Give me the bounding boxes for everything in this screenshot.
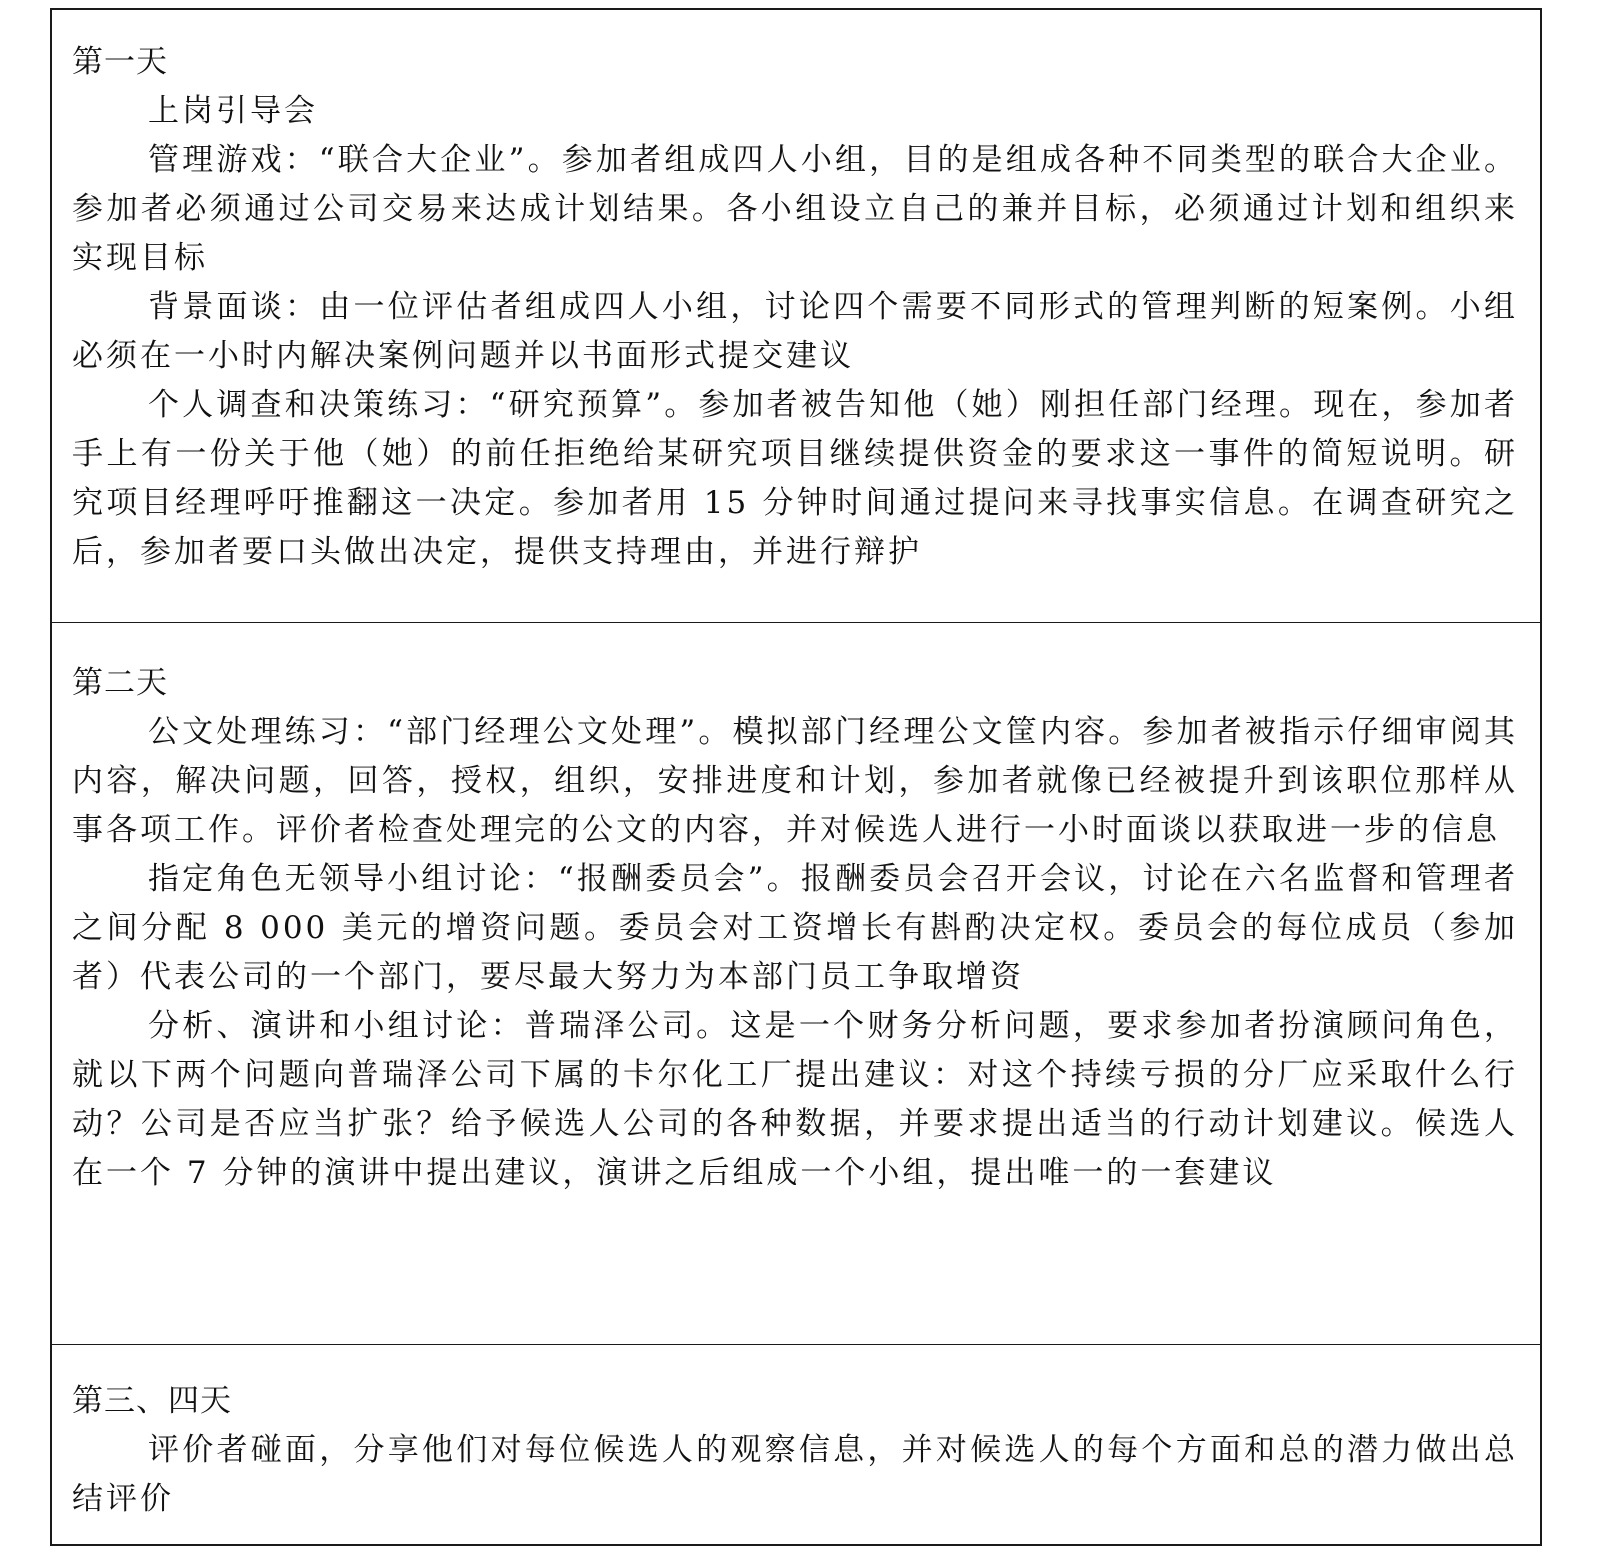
section-day-3-4 bbox=[52, 1344, 1540, 1544]
day-title: 第一天 bbox=[72, 44, 168, 80]
section-day-1 bbox=[52, 10, 1540, 622]
section-day-2 bbox=[52, 622, 1540, 1344]
paragraph: 公文处理练习：“部门经理公文处理”。模拟部门经理公文筐内容。参加者被指示仔细审阅其内容，解决问题，回答，授权，组织，安排进度和计划，参加者就像已经被提升到该职位那样从事各项工作。评价者检查处理完的公文的内容，并对候选人进行一小时面谈以获取进一步的信息 bbox=[72, 714, 1518, 848]
schedule-table bbox=[50, 8, 1542, 1546]
paragraph: 背景面谈：由一位评估者组成四人小组，讨论四个需要不同形式的管理判断的短案例。小组必须在一小时内解决案例问题并以书面形式提交建议 bbox=[72, 289, 1518, 374]
day-title: 第二天 bbox=[72, 665, 168, 701]
paragraph: 个人调查和决策练习：“研究预算”。参加者被告知他（她）刚担任部门经理。现在，参加者手上有一份关于他（她）的前任拒绝给某研究项目继续提供资金的要求这一事件的简短说明。研究项目经理呼吁推翻这一决定。参加者用 15 分钟时间通过提问来寻找事实信息。在调查研究之后，参加者要口头做出决定，提供支持理由，并进行辩护 bbox=[72, 387, 1518, 570]
paragraph: 管理游戏：“联合大企业”。参加者组成四人小组，目的是组成各种不同类型的联合大企业。参加者必须通过公司交易来达成计划结果。各小组设立自己的兼并目标，必须通过计划和组织来实现目标 bbox=[72, 142, 1518, 276]
paragraph: 上岗引导会 bbox=[148, 93, 318, 129]
paragraph: 指定角色无领导小组讨论：“报酬委员会”。报酬委员会召开会议，讨论在六名监督和管理者之间分配 8 000 美元的增资问题。委员会对工资增长有斟酌决定权。委员会的每位成员（参加者）代表公司的一个部门，要尽最大努力为本部门员工争取增资 bbox=[72, 861, 1518, 995]
day-title: 第三、四天 bbox=[72, 1383, 232, 1419]
paragraph: 分析、演讲和小组讨论：普瑞泽公司。这是一个财务分析问题，要求参加者扮演顾问角色，就以下两个问题向普瑞泽公司下属的卡尔化工厂提出建议：对这个持续亏损的分厂应采取什么行动？公司是否应当扩张？给予候选人公司的各种数据，并要求提出适当的行动计划建议。候选人在一个 7 分钟的演讲中提出建议，演讲之后组成一个小组，提出唯一的一套建议 bbox=[72, 1008, 1518, 1191]
paragraph: 评价者碰面，分享他们对每位候选人的观察信息，并对候选人的每个方面和总的潜力做出总结评价 bbox=[72, 1432, 1518, 1517]
